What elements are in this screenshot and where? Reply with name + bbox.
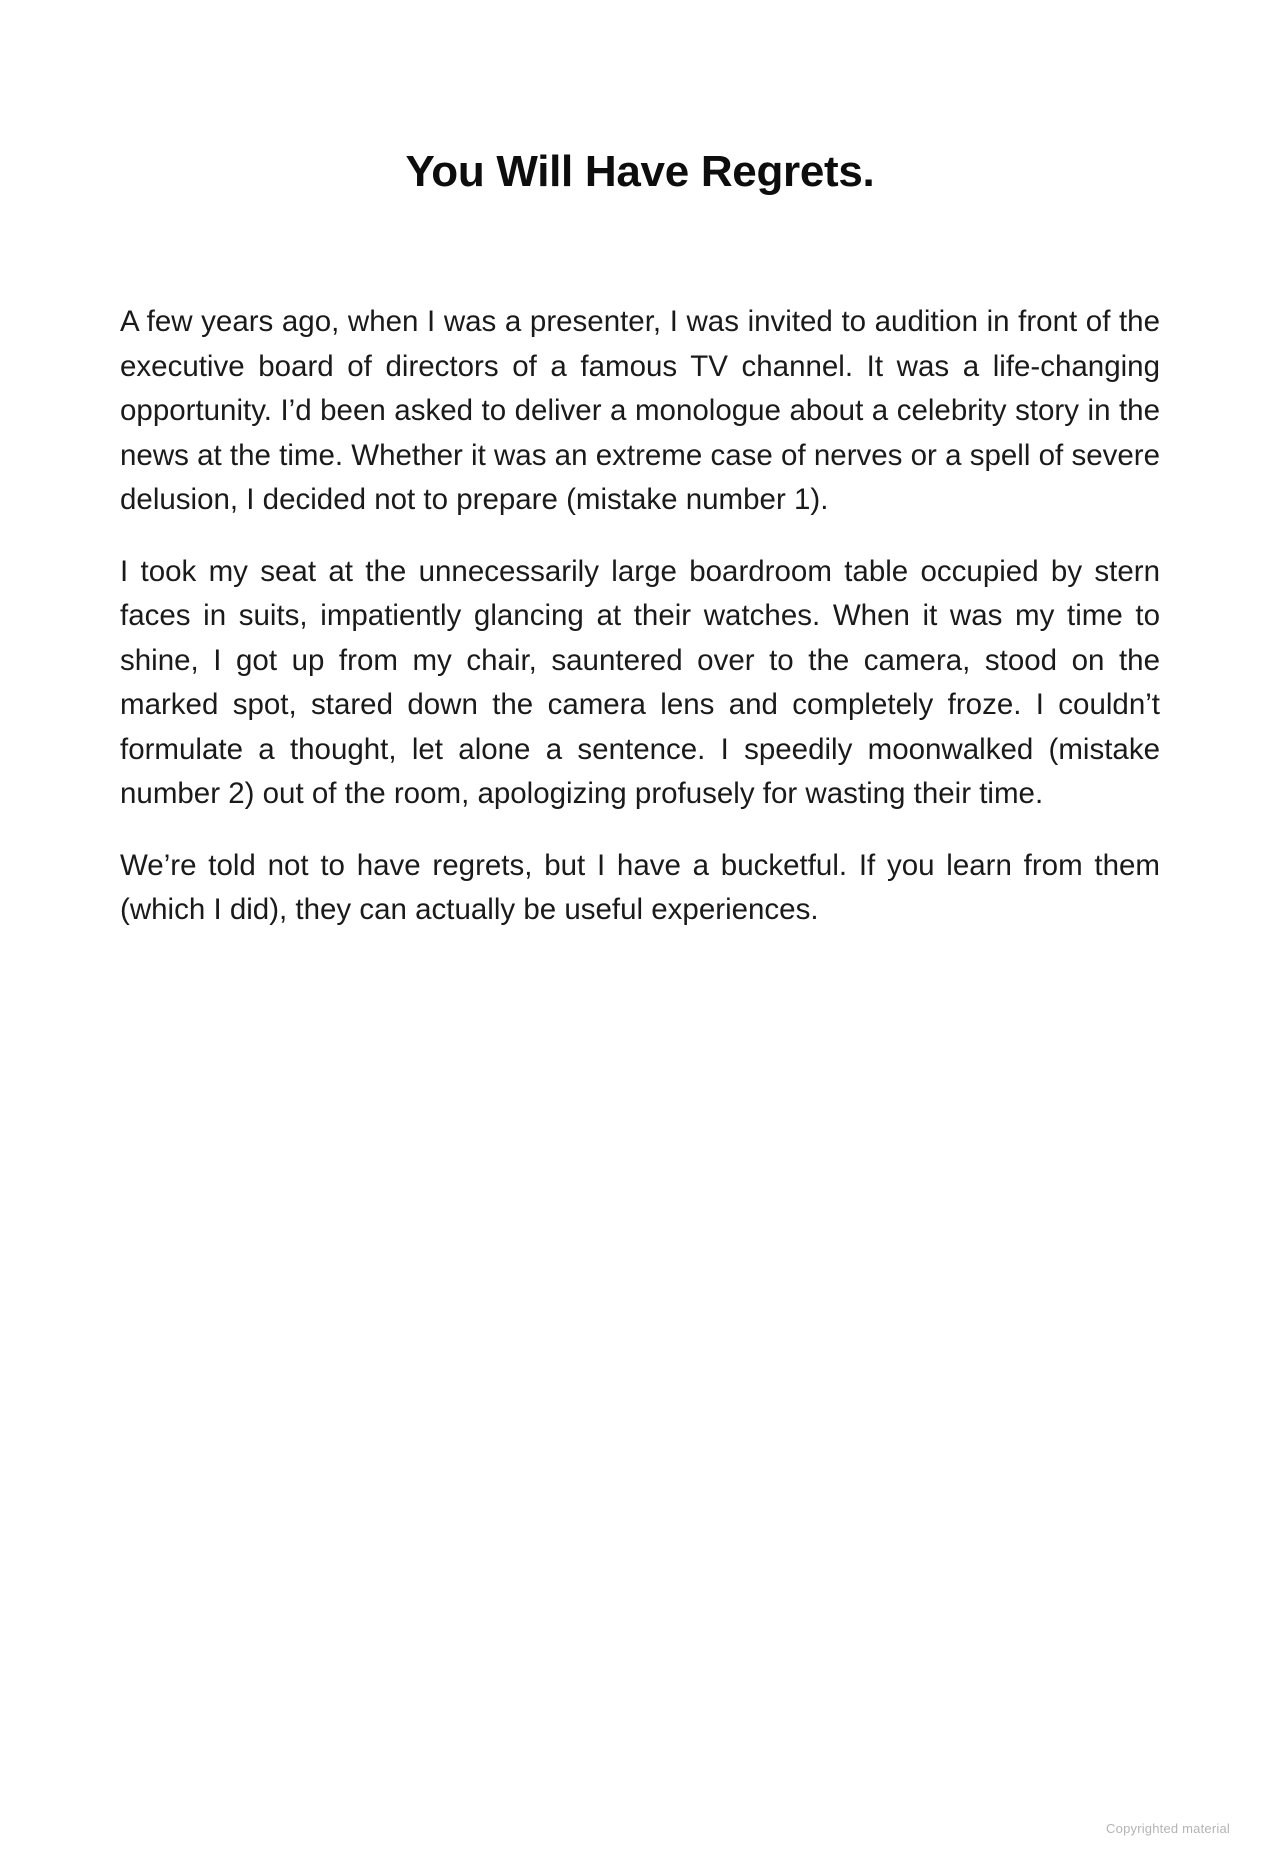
body-text-column: [120, 300, 1160, 933]
paragraph: A few years ago, when I was a presenter, I was invited to audition in front of the executive board of directors of a famous TV channel. It was a life-changing opportunity. I’d been asked to deliver a monologue about a celebrity story in the news at the time. Whether it was an extreme case of nerves or a spell of severe delusion, I decided not to prepare (mistake number 1).: [120, 305, 1160, 516]
copyright-notice: Copyrighted material: [1106, 1821, 1230, 1836]
page-title: You Will Have Regrets.: [405, 147, 875, 197]
paragraph: I took my seat at the unnecessarily large boardroom table occupied by stern faces in suits, impatiently glancing at their watches. When it was my time to shine, I got up from my chair, sauntered over to the camera, stood on the marked spot, stared down the camera lens and completely froze. I couldn’t formulate a thought, let alone a sentence. I speedily moonwalked (mistake number 2) out of the room, apologizing profusely for wasting their time.: [120, 554, 1160, 810]
paragraph: We’re told not to have regrets, but I have a bucketful. If you learn from them (which I did), they can actually be useful experiences.: [120, 848, 1160, 926]
